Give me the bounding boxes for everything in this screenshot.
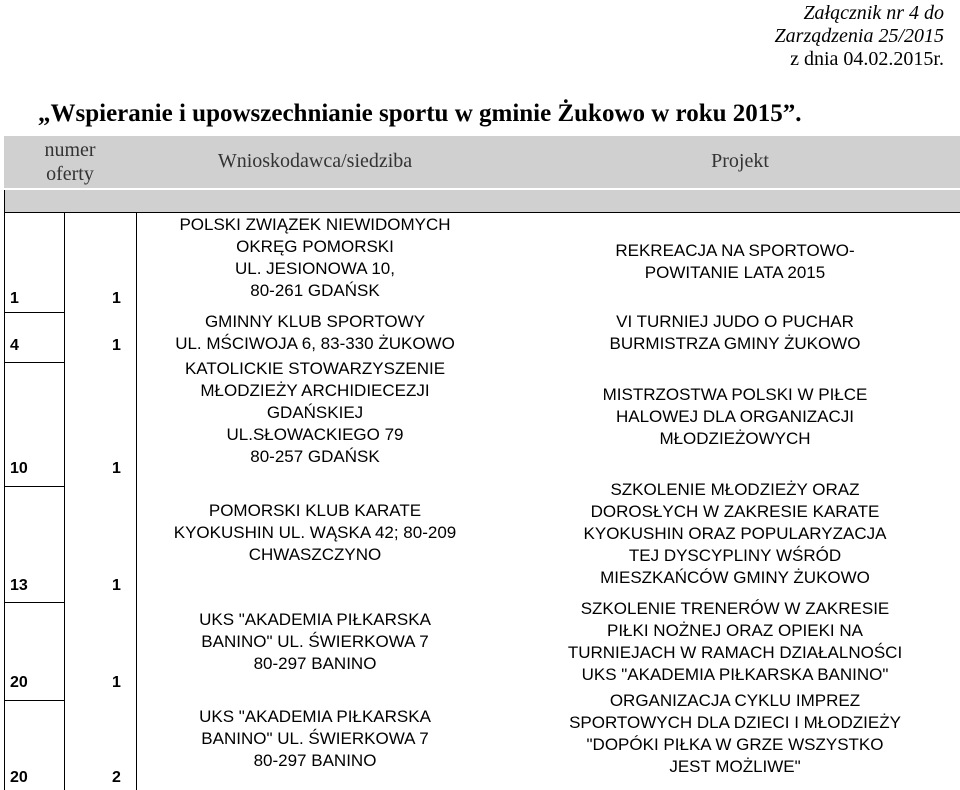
applicant-line: KYOKUSHIN UL. WĄSKA 42; 80-209: [173, 523, 457, 542]
project-line: DOROSŁYCH W ZAKRESIE KARATE: [590, 502, 880, 521]
project-line: KYOKUSHIN ORAZ POPULARYZACJA: [583, 524, 887, 543]
header-divider: [4, 190, 5, 212]
applicant-line: BANINO" UL. ŚWIERKOWA 7: [201, 632, 429, 651]
applicant-line: 80-261 GDAŃSK: [250, 281, 380, 300]
project-line: ORGANIZACJA CYKLU IMPREZ: [609, 691, 861, 710]
applicant-cell: [140, 358, 490, 468]
project-line: POWITANIE LATA 2015: [644, 263, 826, 282]
annex-note: [775, 2, 944, 71]
project-line: SPORTOWYCH DLA DZIECI I MŁODZIEŻY: [569, 713, 901, 732]
project-line: TEJ DYSCYPLINY WŚRÓD: [628, 546, 842, 565]
applicant-cell: [140, 609, 490, 675]
project-line: MŁODZIEŻOWYCH: [659, 429, 811, 448]
applicant-cell: [140, 214, 490, 302]
header-sub-bar: [4, 190, 960, 212]
project-cell: [520, 311, 950, 355]
project-cell: [520, 384, 950, 450]
project-cell: [520, 690, 950, 778]
row-offer-subnumber: 1: [112, 460, 121, 477]
row-offer-subnumber: 1: [112, 577, 121, 594]
applicant-line: OKRĘG POMORSKI: [236, 237, 394, 256]
applicant-line: 80-257 GDAŃSK: [250, 447, 380, 466]
row-offer-number: 20: [10, 769, 28, 786]
row-offer-number: 13: [10, 577, 28, 594]
project-cell: [520, 240, 950, 284]
annex-line-1: Załącznik nr 4 do: [803, 2, 944, 24]
row-offer-number: 1: [10, 290, 19, 307]
row-offer-subnumber: 1: [112, 674, 121, 691]
applicant-line: UL. JESIONOWA 10,: [235, 259, 395, 278]
document-title: „Wspieranie i upowszechnianie sportu w gminie Żukowo w roku 2015”.: [38, 100, 802, 127]
header-project: Projekt: [711, 150, 769, 172]
row-divider: [4, 486, 64, 487]
project-line: MIESZKAŃCÓW GMINY ŻUKOWO: [600, 568, 870, 587]
project-line: SZKOLENIE MŁODZIEŻY ORAZ: [610, 480, 860, 499]
row-offer-subnumber: 1: [112, 290, 121, 307]
applicant-line: 80-297 BANINO: [253, 654, 377, 673]
project-line: JEST MOŻLIWE": [669, 757, 801, 776]
project-cell: [520, 479, 950, 589]
applicant-line: BANINO" UL. ŚWIERKOWA 7: [201, 729, 429, 748]
header-applicant: Wnioskodawca/siedziba: [217, 150, 413, 172]
row-offer-number: 4: [10, 337, 19, 354]
applicant-line: POLSKI ZWIĄZEK NIEWIDOMYCH: [179, 215, 451, 234]
row-divider: [4, 602, 64, 603]
project-line: VI TURNIEJ JUDO O PUCHAR: [616, 312, 854, 331]
project-line: SZKOLENIE TRENERÓW W ZAKRESIE: [580, 599, 890, 618]
row-divider: [4, 362, 64, 363]
applicant-line: UL.SŁOWACKIEGO 79: [226, 425, 404, 444]
header-offer-number-line2: oferty: [46, 163, 94, 185]
project-line: REKREACJA NA SPORTOWO-: [615, 241, 855, 260]
table-top-line: [4, 212, 960, 213]
annex-line-2: Zarządzenia 25/2015: [774, 25, 944, 47]
project-cell: [520, 598, 950, 686]
project-line: MISTRZOSTWA POLSKI W PIŁCE: [602, 385, 868, 404]
project-line: TURNIEJACH W RAMACH DZIAŁALNOŚCI: [567, 643, 903, 662]
applicant-line: KATOLICKIE STOWARZYSZENIE: [184, 359, 446, 378]
project-line: PIŁKI NOŻNEJ ORAZ OPIEKI NA: [607, 621, 863, 640]
applicant-line: POMORSKI KLUB KARATE: [208, 501, 422, 520]
applicant-line: UL. MŚCIWOJA 6, 83-330 ŻUKOWO: [175, 334, 455, 353]
row-offer-number: 10: [10, 460, 28, 477]
column-divider: [64, 212, 65, 790]
project-line: "DOPÓKI PIŁKA W GRZE WSZYSTKO: [586, 735, 884, 754]
applicant-cell: [140, 311, 490, 355]
column-divider: [136, 212, 137, 790]
annex-line-3: z dnia 04.02.2015r.: [790, 48, 944, 70]
project-line: UKS "AKADEMIA PIŁKARSKA BANINO": [581, 665, 889, 684]
header-offer-number-line1: numer: [44, 139, 96, 161]
row-offer-subnumber: 2: [112, 769, 121, 786]
applicant-line: 80-297 BANINO: [253, 751, 377, 770]
row-offer-subnumber: 1: [112, 337, 121, 354]
applicant-cell: [140, 706, 490, 772]
project-line: BURMISTRZA GMINY ŻUKOWO: [609, 334, 861, 353]
row-divider: [4, 312, 64, 313]
applicant-line: CHWASZCZYNO: [248, 545, 382, 564]
table-left-border: [4, 212, 5, 790]
applicant-line: GMINNY KLUB SPORTOWY: [204, 312, 426, 331]
applicant-line: UKS "AKADEMIA PIŁKARSKA: [199, 707, 431, 726]
row-offer-number: 20: [10, 674, 28, 691]
applicant-line: MŁODZIEŻY ARCHIDIECEZJI: [200, 381, 430, 400]
applicant-cell: [140, 500, 490, 566]
applicant-line: GDAŃSKIEJ: [266, 403, 364, 422]
row-divider: [4, 700, 64, 701]
project-line: HALOWEJ DLA ORGANIZACJI: [615, 407, 855, 426]
applicant-line: UKS "AKADEMIA PIŁKARSKA: [199, 610, 431, 629]
header-offer-number: [20, 138, 120, 186]
